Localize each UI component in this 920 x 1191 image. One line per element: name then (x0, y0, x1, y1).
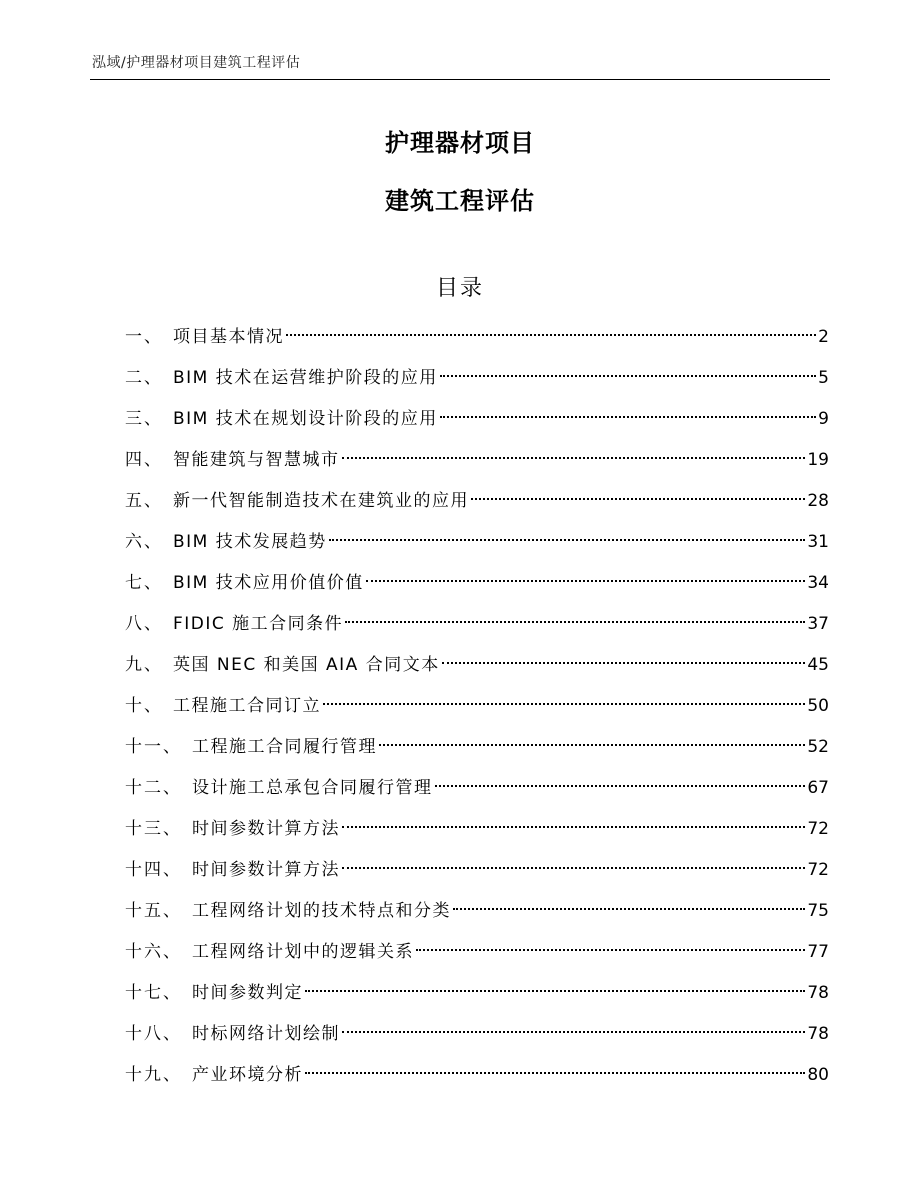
toc-entry-number: 九、 (125, 655, 163, 675)
toc-entry-number: 十一、 (125, 737, 182, 757)
toc-entry[interactable] (125, 1017, 829, 1058)
toc-heading: 目录 (435, 276, 484, 301)
toc-dot-leader (323, 703, 805, 705)
toc-entry[interactable] (125, 566, 829, 607)
toc-entry-number: 八、 (125, 614, 163, 634)
toc-dot-leader (416, 949, 805, 951)
toc-dot-leader (342, 867, 805, 869)
toc-entry-page: 34 (807, 573, 829, 593)
toc-dot-leader (345, 621, 805, 623)
toc-entry-title: 时间参数计算方法 (192, 860, 340, 880)
toc-entry-page: 72 (807, 819, 829, 839)
toc-dot-leader (453, 908, 805, 910)
toc-entry-number: 四、 (125, 450, 163, 470)
toc-entry-title: 项目基本情况 (173, 327, 284, 347)
toc-entry[interactable] (125, 1058, 829, 1099)
toc-entry-number: 十三、 (125, 819, 182, 839)
toc-entry[interactable] (125, 525, 829, 566)
toc-entry-title: 工程施工合同订立 (173, 696, 321, 716)
toc-entry[interactable] (125, 443, 829, 484)
toc-entry[interactable] (125, 607, 829, 648)
toc-dot-leader (305, 1072, 805, 1074)
toc-entry-title: 智能建筑与智慧城市 (173, 450, 340, 470)
toc-dot-leader (379, 744, 805, 746)
toc-entry-number: 一、 (125, 327, 163, 347)
toc-dot-leader (342, 1031, 805, 1033)
toc-dot-leader (286, 334, 816, 336)
toc-entry[interactable] (125, 484, 829, 525)
toc-entry-title: 新一代智能制造技术在建筑业的应用 (173, 491, 469, 511)
running-header: 泓域/护理器材项目建筑工程评估 (92, 55, 301, 71)
toc-entry-page: 9 (818, 409, 829, 429)
toc-entry[interactable] (125, 730, 829, 771)
toc-dot-leader (329, 539, 806, 541)
toc-entry[interactable] (125, 812, 829, 853)
toc-dot-leader (440, 375, 816, 377)
toc-entry-page: 52 (807, 737, 829, 757)
toc-entry[interactable] (125, 935, 829, 976)
toc-entry-page: 80 (807, 1065, 829, 1085)
toc-entry-page: 75 (807, 901, 829, 921)
table-of-contents (125, 320, 829, 1099)
toc-entry-page: 19 (807, 450, 829, 470)
toc-entry-page: 78 (807, 983, 829, 1003)
toc-entry-page: 31 (807, 532, 829, 552)
document-title-line-1: 护理器材项目 (385, 129, 535, 157)
toc-entry[interactable] (125, 976, 829, 1017)
toc-dot-leader (471, 498, 805, 500)
toc-entry-title: BIM 技术发展趋势 (173, 532, 327, 552)
toc-entry-page: 72 (807, 860, 829, 880)
toc-entry-title: 工程网络计划的技术特点和分类 (192, 901, 451, 921)
toc-entry-page: 78 (807, 1024, 829, 1044)
toc-entry-number: 十八、 (125, 1024, 182, 1044)
toc-entry[interactable] (125, 402, 829, 443)
toc-entry-title: 产业环境分析 (192, 1065, 303, 1085)
toc-entry-number: 三、 (125, 409, 163, 429)
toc-entry-number: 二、 (125, 368, 163, 388)
toc-entry-page: 28 (807, 491, 829, 511)
toc-entry-page: 77 (807, 942, 829, 962)
toc-entry[interactable] (125, 853, 829, 894)
toc-entry[interactable] (125, 689, 829, 730)
toc-dot-leader (342, 457, 806, 459)
toc-entry-title: FIDIC 施工合同条件 (173, 614, 344, 634)
toc-dot-leader (440, 416, 816, 418)
document-title-line-2: 建筑工程评估 (385, 187, 535, 215)
toc-entry-page: 5 (818, 368, 829, 388)
toc-dot-leader (366, 580, 806, 582)
toc-dot-leader (305, 990, 805, 992)
toc-entry-title: 时标网络计划绘制 (192, 1024, 340, 1044)
toc-entry-number: 五、 (125, 491, 163, 511)
toc-entry-page: 37 (807, 614, 829, 634)
toc-dot-leader (442, 662, 806, 664)
toc-entry[interactable] (125, 361, 829, 402)
toc-dot-leader (342, 826, 805, 828)
toc-entry[interactable] (125, 771, 829, 812)
toc-entry-title: 工程网络计划中的逻辑关系 (192, 942, 414, 962)
toc-entry-title: 设计施工总承包合同履行管理 (192, 778, 433, 798)
toc-entry-number: 七、 (125, 573, 163, 593)
header-rule (90, 79, 830, 80)
toc-entry-page: 50 (807, 696, 829, 716)
toc-entry-number: 十二、 (125, 778, 182, 798)
toc-entry-page: 67 (807, 778, 829, 798)
toc-entry[interactable] (125, 320, 829, 361)
toc-entry-title: 时间参数计算方法 (192, 819, 340, 839)
toc-entry-title: BIM 技术应用价值价值 (173, 573, 364, 593)
toc-entry-number: 十四、 (125, 860, 182, 880)
toc-entry-number: 十七、 (125, 983, 182, 1003)
toc-entry-title: BIM 技术在运营维护阶段的应用 (173, 368, 438, 388)
toc-entry-title: BIM 技术在规划设计阶段的应用 (173, 409, 438, 429)
toc-entry-title: 英国 NEC 和美国 AIA 合同文本 (173, 655, 440, 675)
toc-dot-leader (435, 785, 806, 787)
toc-entry-title: 工程施工合同履行管理 (192, 737, 377, 757)
toc-entry-title: 时间参数判定 (192, 983, 303, 1003)
toc-entry[interactable] (125, 894, 829, 935)
toc-entry-number: 十九、 (125, 1065, 182, 1085)
toc-entry-number: 六、 (125, 532, 163, 552)
toc-entry-number: 十、 (125, 696, 163, 716)
toc-entry-page: 2 (818, 327, 829, 347)
toc-entry-number: 十五、 (125, 901, 182, 921)
toc-entry[interactable] (125, 648, 829, 689)
toc-entry-page: 45 (807, 655, 829, 675)
toc-entry-number: 十六、 (125, 942, 182, 962)
